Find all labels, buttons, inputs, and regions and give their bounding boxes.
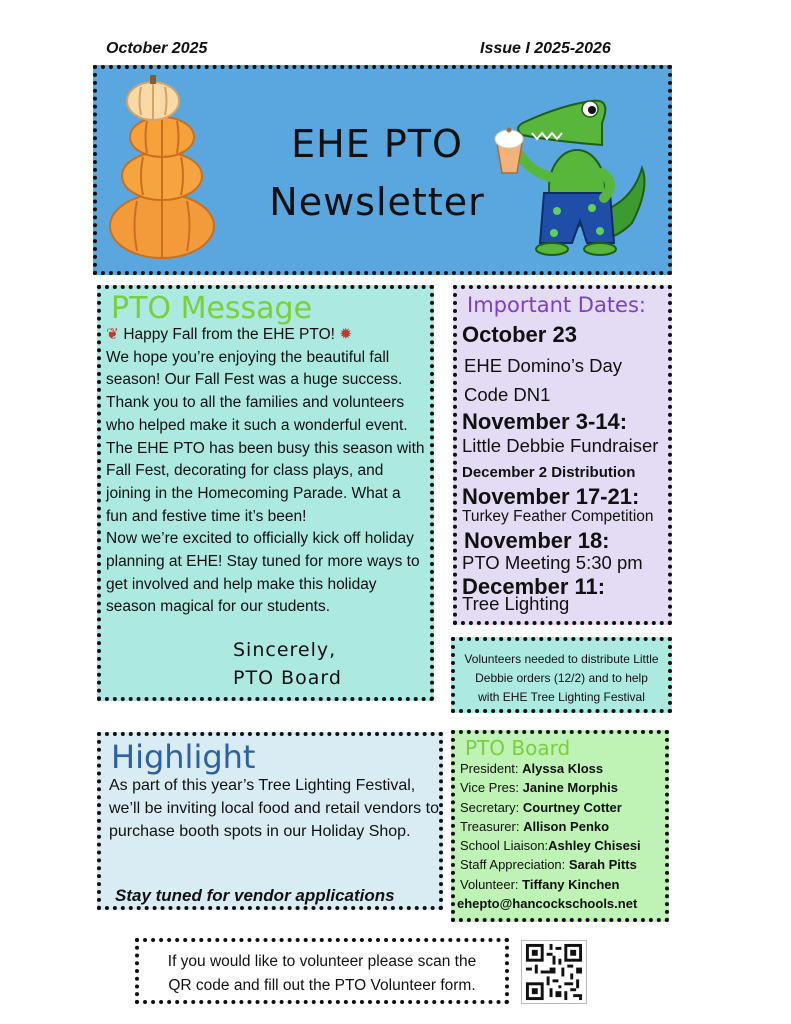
message-paragraph-2: The EHE PTO has been busy this season with Fall Fest, decorating for class plays, and joining in the Homecoming Parade. What a fun and festive time it’s been! xyxy=(106,439,425,525)
event-turkey-feather: Turkey Feather Competition xyxy=(462,508,654,525)
pumpkin-stack-icon xyxy=(107,73,217,263)
board-member xyxy=(460,877,619,892)
volunteers-line-1: Volunteers needed to distribute Little xyxy=(464,652,659,666)
board-member xyxy=(460,838,641,853)
board-name: Ashley Chisesi xyxy=(548,838,641,853)
board-role: Treasurer: xyxy=(460,819,524,834)
highlight-body: As part of this year’s Tree Lighting Festival, we’ll be inviting local food and retail vendors to purchase booth spots in our Holiday Shop. xyxy=(109,777,439,840)
signature-line-1: Sincerely, xyxy=(233,639,337,661)
banner-title-line1: EHE PTO xyxy=(291,122,463,166)
qr-code-icon[interactable] xyxy=(521,940,587,1004)
message-paragraph-1: We hope you’re enjoying the beautiful fall season! Our Fall Fest was a huge success. Thank you to all the families and volunteers who helped make it such a wonderful event. xyxy=(106,348,408,434)
greeting-text: Happy Fall from the EHE PTO! xyxy=(123,326,335,343)
board-name: Tiffany Kinchen xyxy=(522,877,620,892)
board-member xyxy=(460,819,609,834)
board-name: Allison Penko xyxy=(523,819,610,834)
pto-message-body xyxy=(106,324,426,619)
important-dates-panel xyxy=(453,285,672,625)
leaves-icon: ❦ xyxy=(106,326,119,343)
signature-line-2: PTO Board xyxy=(233,667,342,689)
event-dominos-day: EHE Domino’s Day xyxy=(464,355,622,376)
volunteers-line-2: Debbie orders (12/2) and to help xyxy=(475,671,648,685)
board-role: School Liaison: xyxy=(460,838,549,853)
alligator-mascot-icon xyxy=(492,93,652,258)
board-role: Staff Appreciation: xyxy=(460,857,569,872)
maple-leaf-icon: ✹ xyxy=(339,326,353,343)
message-paragraph-3: Now we’re excited to officially kick off holiday planning at EHE! Stay tuned for more ways to get involved and help make this holiday season magical for our students. xyxy=(106,530,420,616)
highlight-panel xyxy=(97,732,443,910)
date-december-11: December 11: xyxy=(462,574,606,599)
pto-message-panel xyxy=(97,285,434,701)
greeting-line xyxy=(106,324,426,347)
board-role: Volunteer: xyxy=(460,877,523,892)
note-december-2: December 2 Distribution xyxy=(462,464,636,481)
board-member xyxy=(460,761,603,776)
board-name: Janine Morphis xyxy=(522,780,618,795)
board-role: President: xyxy=(460,761,523,776)
event-dominos-code: Code DN1 xyxy=(464,384,551,405)
newsletter-date: October 2025 xyxy=(106,40,208,57)
date-october-23: October 23 xyxy=(462,322,577,347)
board-role: Secretary: xyxy=(460,800,523,815)
highlight-title: Highlight xyxy=(111,738,256,776)
banner-title-line2: Newsletter xyxy=(269,180,485,224)
issue-number: Issue I 2025-2026 xyxy=(480,40,611,57)
event-little-debbie: Little Debbie Fundraiser xyxy=(462,435,659,456)
volunteer-signup-box xyxy=(135,938,509,1004)
volunteers-line-3: with EHE Tree Lighting Festival xyxy=(478,690,645,704)
banner xyxy=(93,65,672,275)
volunteers-needed-panel xyxy=(451,637,672,713)
event-pto-meeting: PTO Meeting 5:30 pm xyxy=(462,552,643,573)
event-tree-lighting: Tree Lighting xyxy=(462,593,570,614)
board-email[interactable]: ehepto@hancockschools.net xyxy=(457,896,638,911)
pto-board-panel xyxy=(451,730,669,922)
board-member xyxy=(460,857,637,872)
volunteer-signup-line-2: QR code and fill out the PTO Volunteer form. xyxy=(168,977,476,994)
date-november-3-14: November 3-14: xyxy=(462,409,628,434)
important-dates-title: Important Dates: xyxy=(467,293,646,317)
banner-title xyxy=(227,115,527,231)
board-member xyxy=(460,780,618,795)
highlight-footer: Stay tuned for vendor applications xyxy=(115,886,395,905)
volunteer-signup-line-1: If you would like to volunteer please scan the xyxy=(167,953,477,970)
board-name: Courtney Cotter xyxy=(522,800,622,815)
date-november-18: November 18: xyxy=(464,528,610,553)
pto-message-title: PTO Message xyxy=(111,291,313,326)
pto-board-title: PTO Board xyxy=(465,736,571,760)
board-name: Alyssa Kloss xyxy=(522,761,604,776)
board-member xyxy=(460,800,622,815)
board-role: Vice Pres: xyxy=(460,780,523,795)
date-november-17-21: November 17-21: xyxy=(462,484,640,509)
board-name: Sarah Pitts xyxy=(568,857,637,872)
message-signature xyxy=(233,636,342,692)
